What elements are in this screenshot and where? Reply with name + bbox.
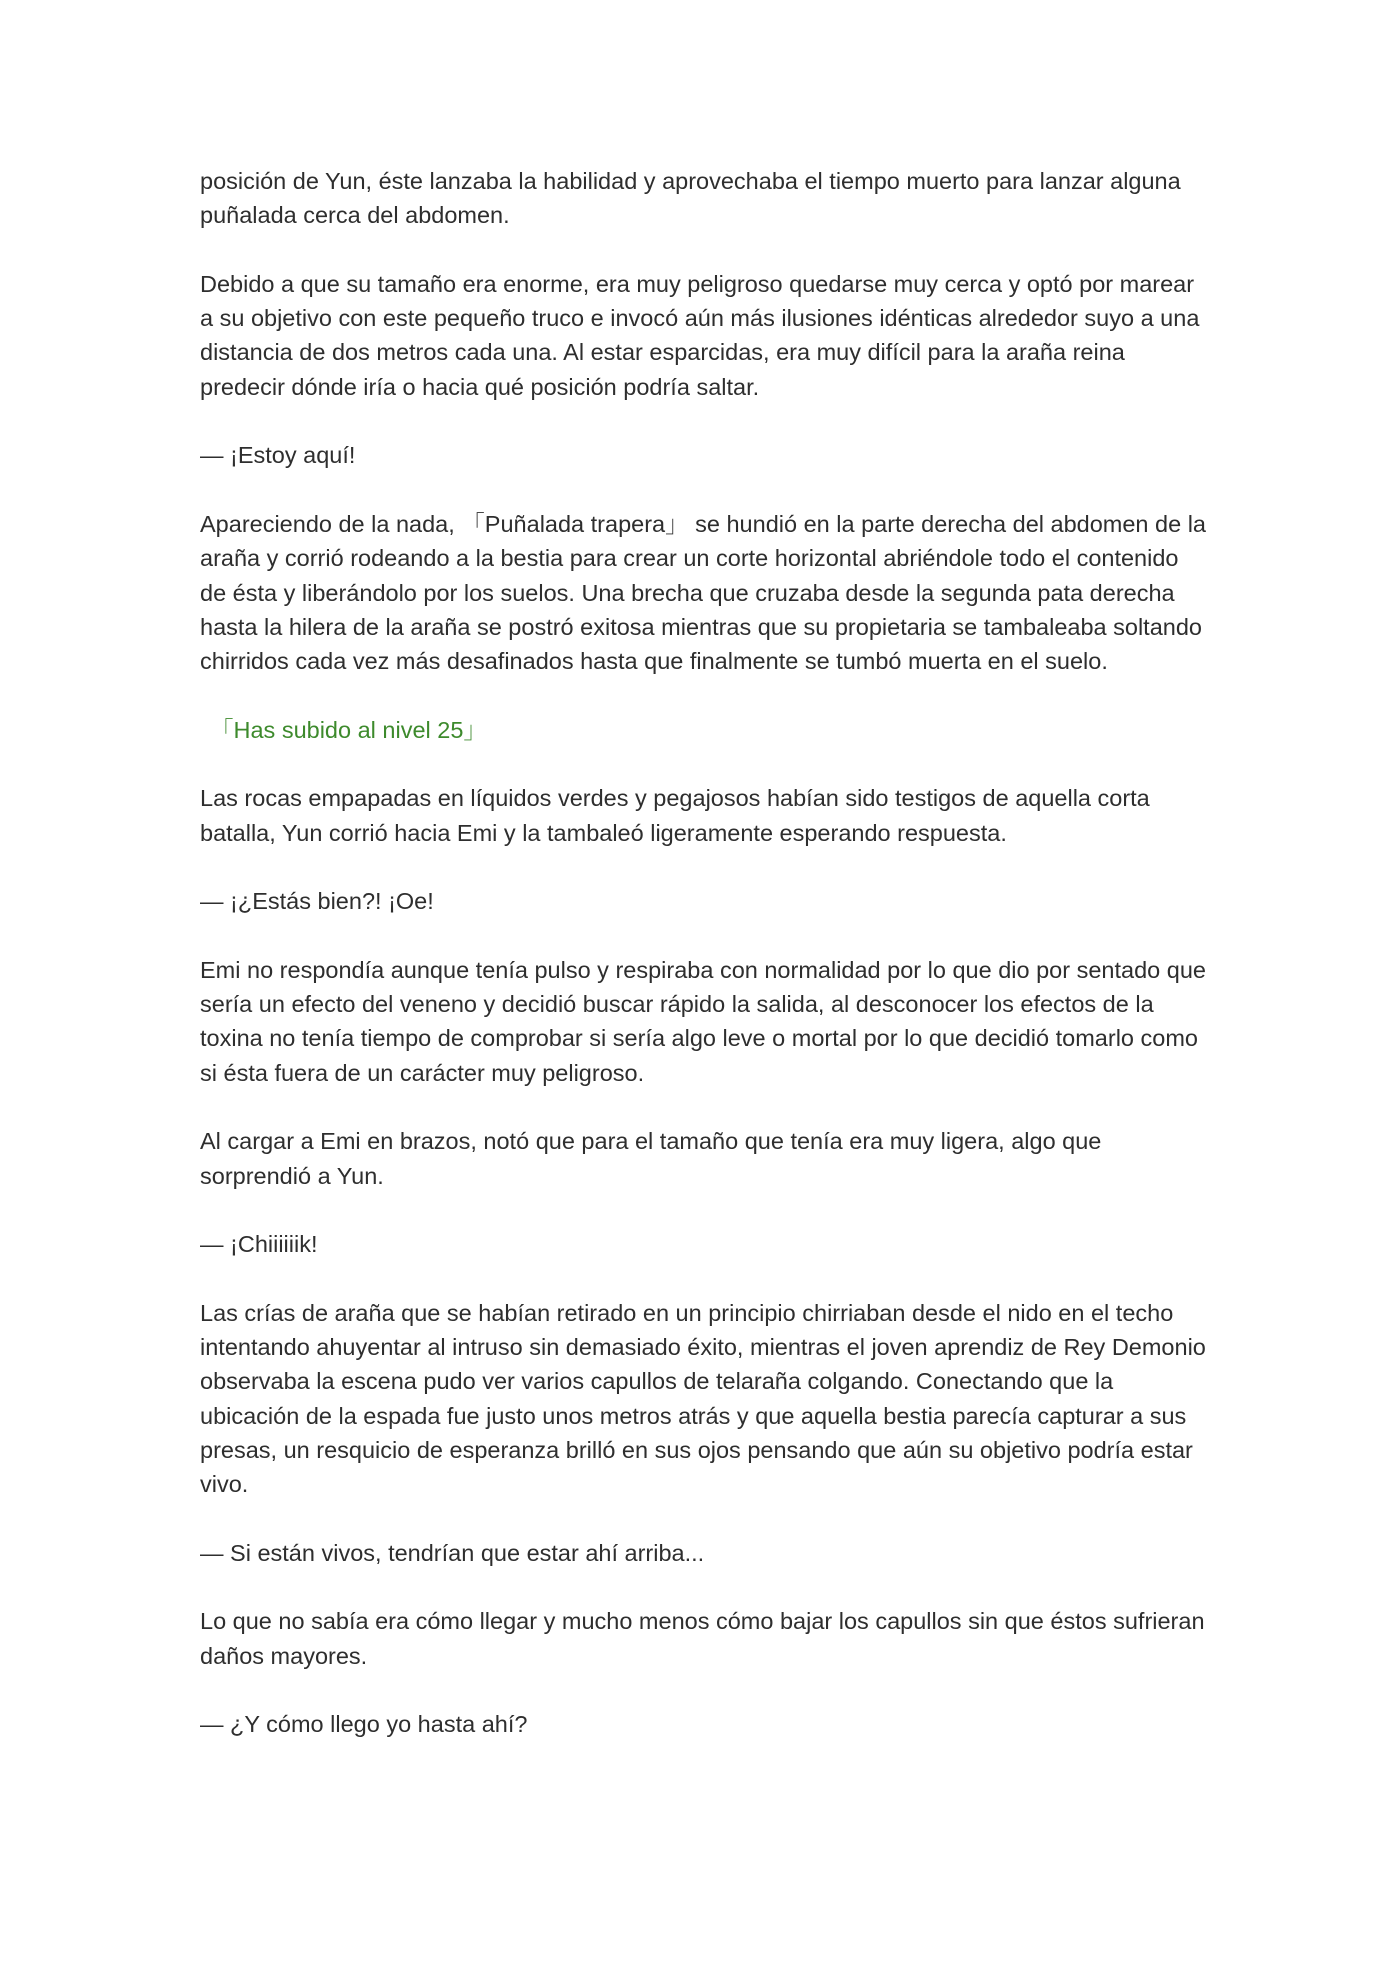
narration-paragraph: posición de Yun, éste lanzaba la habilidad y aprovechaba el tiempo muerto para lanzar alguna puñalada cerca del abdomen. bbox=[200, 168, 1181, 229]
narration-paragraph: Las crías de araña que se habían retirado en un principio chirriaban desde el nido en el techo intentando ahuyentar al intruso sin demasiado éxito, mientras el joven aprendiz de Rey Demonio observaba la escena pudo ver varios capullos de telaraña colgando. Conectando que la ubicación de la espada fue justo unos metros atrás y que aquella bestia parecía capturar a sus presas, un resquicio de esperanza brilló en sus ojos pensando que aún su objetivo podría estar vivo. bbox=[200, 1299, 1206, 1498]
narration-paragraph: Las rocas empapadas en líquidos verdes y pegajosos habían sido testigos de aquella corta batalla, Yun corrió hacia Emi y la tambaleó ligeramente esperando respuesta. bbox=[200, 785, 1150, 846]
dialogue-line: — ¡¿Estás bien?! ¡Oe! bbox=[200, 888, 434, 915]
system-message: 「Has subido al nivel 25」 bbox=[210, 716, 487, 743]
dialogue-line: — ¡Estoy aquí! bbox=[200, 442, 356, 469]
dialogue-line: — Si están vivos, tendrían que estar ahí arriba... bbox=[200, 1539, 705, 1566]
dialogue-line: — ¡Chiiiiiik! bbox=[200, 1231, 318, 1258]
page-body bbox=[200, 164, 1210, 1776]
narration-paragraph: Lo que no sabía era cómo llegar y mucho menos cómo bajar los capullos sin que éstos sufrieran daños mayores. bbox=[200, 1608, 1205, 1669]
narration-paragraph: Debido a que su tamaño era enorme, era muy peligroso quedarse muy cerca y optó por marear a su objetivo con este pequeño truco e invocó aún más ilusiones idénticas alrededor suyo a una distancia de dos metros cada una. Al estar esparcidas, era muy difícil para la araña reina predecir dónde iría o hacia qué posición podría saltar. bbox=[200, 270, 1200, 400]
narration-paragraph: Al cargar a Emi en brazos, notó que para el tamaño que tenía era muy ligera, algo que sorprendió a Yun. bbox=[200, 1128, 1102, 1189]
narration-paragraph: Emi no respondía aunque tenía pulso y respiraba con normalidad por lo que dio por sentado que sería un efecto del veneno y decidió buscar rápido la salida, al desconocer los efectos de la toxina no tenía tiempo de comprobar si sería algo leve o mortal por lo que decidió tomarlo como si ésta fuera de un carácter muy peligroso. bbox=[200, 956, 1206, 1086]
narration-paragraph: Apareciendo de la nada, 「Puñalada trapera」 se hundió en la parte derecha del abdomen de la araña y corrió rodeando a la bestia para crear un corte horizontal abriéndole todo el contenido de ésta y liberándolo por los suelos. Una brecha que cruzaba desde la segunda pata derecha hasta la hilera de la araña se postró exitosa mientras que su propietaria se tambaleaba soltando chirridos cada vez más desafinados hasta que finalmente se tumbó muerta en el suelo. bbox=[200, 510, 1206, 675]
dialogue-line: — ¿Y cómo llego yo hasta ahí? bbox=[200, 1711, 528, 1738]
